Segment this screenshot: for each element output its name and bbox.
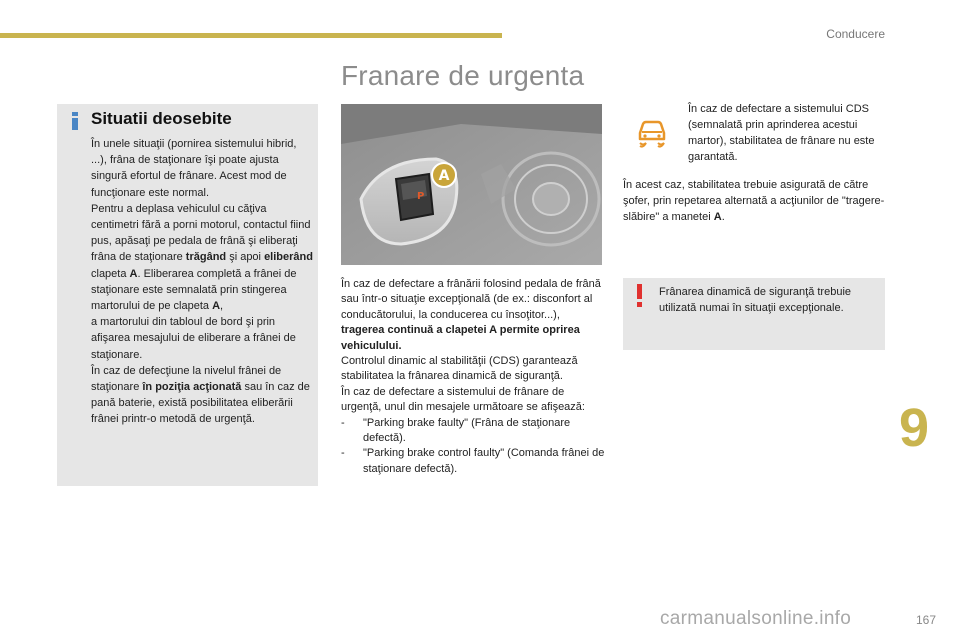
- middle-paragraph-2: Controlul dinamic al stabilităţii (CDS) garantează stabilitatea la frânarea dinamică de siguranţă.: [341, 355, 578, 383]
- warning-icon: [637, 284, 643, 308]
- info-box: [57, 104, 318, 486]
- cds-warning-icon: [634, 115, 670, 151]
- list-item: - "Parking brake control faulty" (Comanda frânei de staţionare defectă).: [341, 447, 605, 475]
- info-paragraph-4: În caz de defecţiune la nivelul frânei de staţionare în poziţia acţionată sau în caz de pană baterie, există posibilitatea eliberării frânei printr-o metodă de urgenţă.: [91, 364, 310, 426]
- info-paragraph-2: Pentru a deplasa vehiculul cu căţiva centimetri fără a porni motorul, contactul fiind pus, apăsaţi pe pedala de frână şi eliberaţi frâna de staţionare trăgând şi apoi eliberând clapeta A. Eliberarea completă a frânei de staţionare este semnalată prin stingerea martorului de pe clapeta A,: [91, 202, 313, 313]
- page-number: 167: [915, 613, 936, 627]
- svg-text:P: P: [417, 191, 425, 202]
- info-paragraph-3: a martorului din tabloul de bord şi prin afişarea mesajului de eliberare a frânei de staţionare.: [91, 316, 296, 361]
- page-title: Franare de urgenta: [341, 60, 585, 91]
- right-paragraph: În acest caz, stabilitatea trebuie asigurată de către şofer, prin repetarea alternată a acţiunilor de "tragere-slăbire" a manetei A.: [623, 179, 885, 223]
- header-accent-bar: [0, 33, 502, 38]
- middle-paragraph-3: În caz de defectare a sistemului de frânare de urgenţă, unul din mesajele următoare se afişează:: [341, 385, 585, 414]
- info-paragraph-1: În unele situaţii (pornirea sistemului hibrid, ...), frâna de staţionare îşi poate ajusta singură efortul de frânare. Acest mod de funcţionare este normal.: [91, 138, 297, 199]
- parking-brake-photo: [341, 104, 602, 265]
- info-box-body: [91, 136, 313, 428]
- label-a: A: [438, 168, 450, 184]
- warning-text: Frânarea dinamică de siguranţă trebuie utilizată numai în situaţii excepţionale.: [659, 286, 852, 314]
- info-icon: [71, 112, 80, 130]
- cds-warning-text: În caz de defectare a sistemului CDS (semnalată prin aprinderea acestui martor), stabilitatea de frânare nu este garantată.: [688, 103, 875, 163]
- parking-brake-illustration: [341, 104, 602, 265]
- section-title: Conducere: [826, 27, 885, 41]
- info-box-title: Situatii deosebite: [91, 109, 232, 128]
- middle-paragraph-1: În caz de defectare a frânării folosind pedala de frână sau într-o situaţie excepţională (de ex.: disconfort al conducătorului, la conducerea cu însoţitor...), tragerea continuă a clapetei A permite oprirea vehiculului.: [341, 278, 601, 352]
- watermark: carmanualsonline.info: [660, 608, 852, 629]
- warning-box: [623, 278, 885, 350]
- list-item: - "Parking brake faulty" (Frâna de staţionare defectă).: [341, 416, 571, 445]
- middle-column: [341, 277, 606, 477]
- chapter-number: 9: [899, 398, 930, 458]
